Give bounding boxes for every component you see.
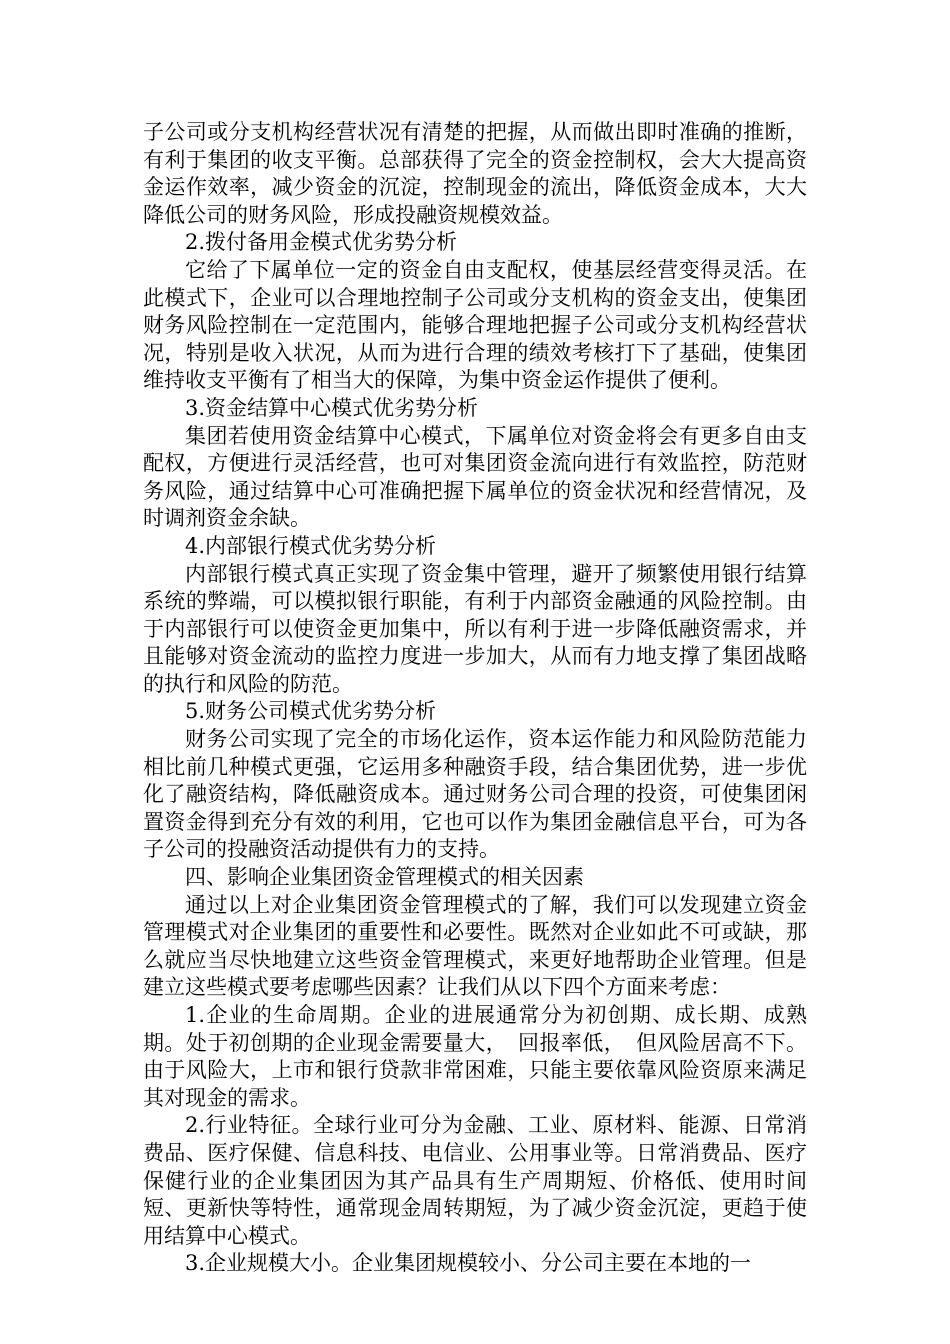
paragraph-2: 它给了下属单位一定的资金自由支配权，使基层经营变得灵活。在此模式下，企业可以合理地控制子公司或分支机构的资金支出，使集团财务风险控制在一定范围内，能够合理地把握子公司或分支机构经营状况，特别是收入状况，从而为进行合理的绩效考核打下了基础，使集团维持收支平衡有了相当大的保障，为集中资金运作提供了便利。 (143, 257, 807, 393)
paragraph-5: 财务公司实现了完全的市场化运作，资本运作能力和风险防范能力相比前几种模式更强，它运用多种融资手段，结合集团优势，进一步优化了融资结构，降低融资成本。通过财务公司合理的投资，可使集团闲置资金得到充分有效的利用，它也可以作为集团金融信息平台，可为各子公司的投融资活动提供有力的支持。 (143, 727, 807, 862)
section-heading-3: 3.资金结算中心模式优劣势分析 (185, 395, 479, 420)
section-heading-4: 4.内部银行模式优劣势分析 (185, 533, 437, 558)
section-heading-four: 四、影响企业集团资金管理模式的相关因素 (185, 865, 584, 890)
section-heading-5: 5.财务公司模式优劣势分析 (185, 699, 437, 724)
paragraph-factor-3: 3.企业规模大小。企业集团规模较小、分公司主要在本地的一 (185, 1251, 752, 1276)
paragraph-factor-1: 1.企业的生命周期。企业的进展通常分为初创期、成长期、成熟期。处于初创期的企业现金需要量大， 回报率低， 但风险居高不下。由于风险大，上市和银行贷款非常困难，只能主要依靠风险资原来满足其对现金的需求。 (143, 1003, 807, 1110)
paragraph-6: 通过以上对企业集团资金管理模式的了解，我们可以发现建立资金管理模式对企业集团的重要性和必要性。既然对企业如此不可或缺，那么就应当尽快地建立这些资金管理模式，来更好地帮助企业管理。但是建立这些模式要考虑哪些因素？让我们从以下四个方面来考虑： (143, 892, 807, 1000)
paragraph-1: 子公司或分支机构经营状况有清楚的把握，从而做出即时准确的推断，有利于集团的收支平衡。总部获得了完全的资金控制权，会大大提高资金运作效率，减少资金的沉淀，控制现金的流出，降低资金成本，大大降低公司的财务风险，形成投融资规模效益。 (143, 120, 807, 227)
paragraph-factor-2: 2.行业特征。全球行业可分为金融、工业、原材料、能源、日常消费品、医疗保健、信息科技、电信业、公用事业等。日常消费品、医疗保健行业的企业集团因为其产品具有生产周期短、价格低、使用时间短、更新快等特性，通常现金周转期短，为了减少资金沉淀，更趋于使用结算中心模式。 (143, 1113, 807, 1248)
document-page (143, 119, 807, 1278)
paragraph-4: 内部银行模式真正实现了资金集中管理，避开了频繁使用银行结算系统的弊端，可以模拟银行职能，有利于内部资金融通的风险控制。由于内部银行可以使资金更加集中，所以有利于进一步降低融资需求，并且能够对资金流动的监控力度进一步加大，从而有力地支撑了集团战略的执行和风险的防范。 (143, 561, 807, 696)
section-heading-2: 2.拨付备用金模式优劣势分析 (185, 230, 458, 255)
paragraph-3: 集团若使用资金结算中心模式，下属单位对资金将会有更多自由支配权，方便进行灵活经营，也可对集团资金流向进行有效监控，防范财务风险，通过结算中心可准确把握下属单位的资金状况和经营情况，及时调剂资金余缺。 (143, 423, 807, 531)
